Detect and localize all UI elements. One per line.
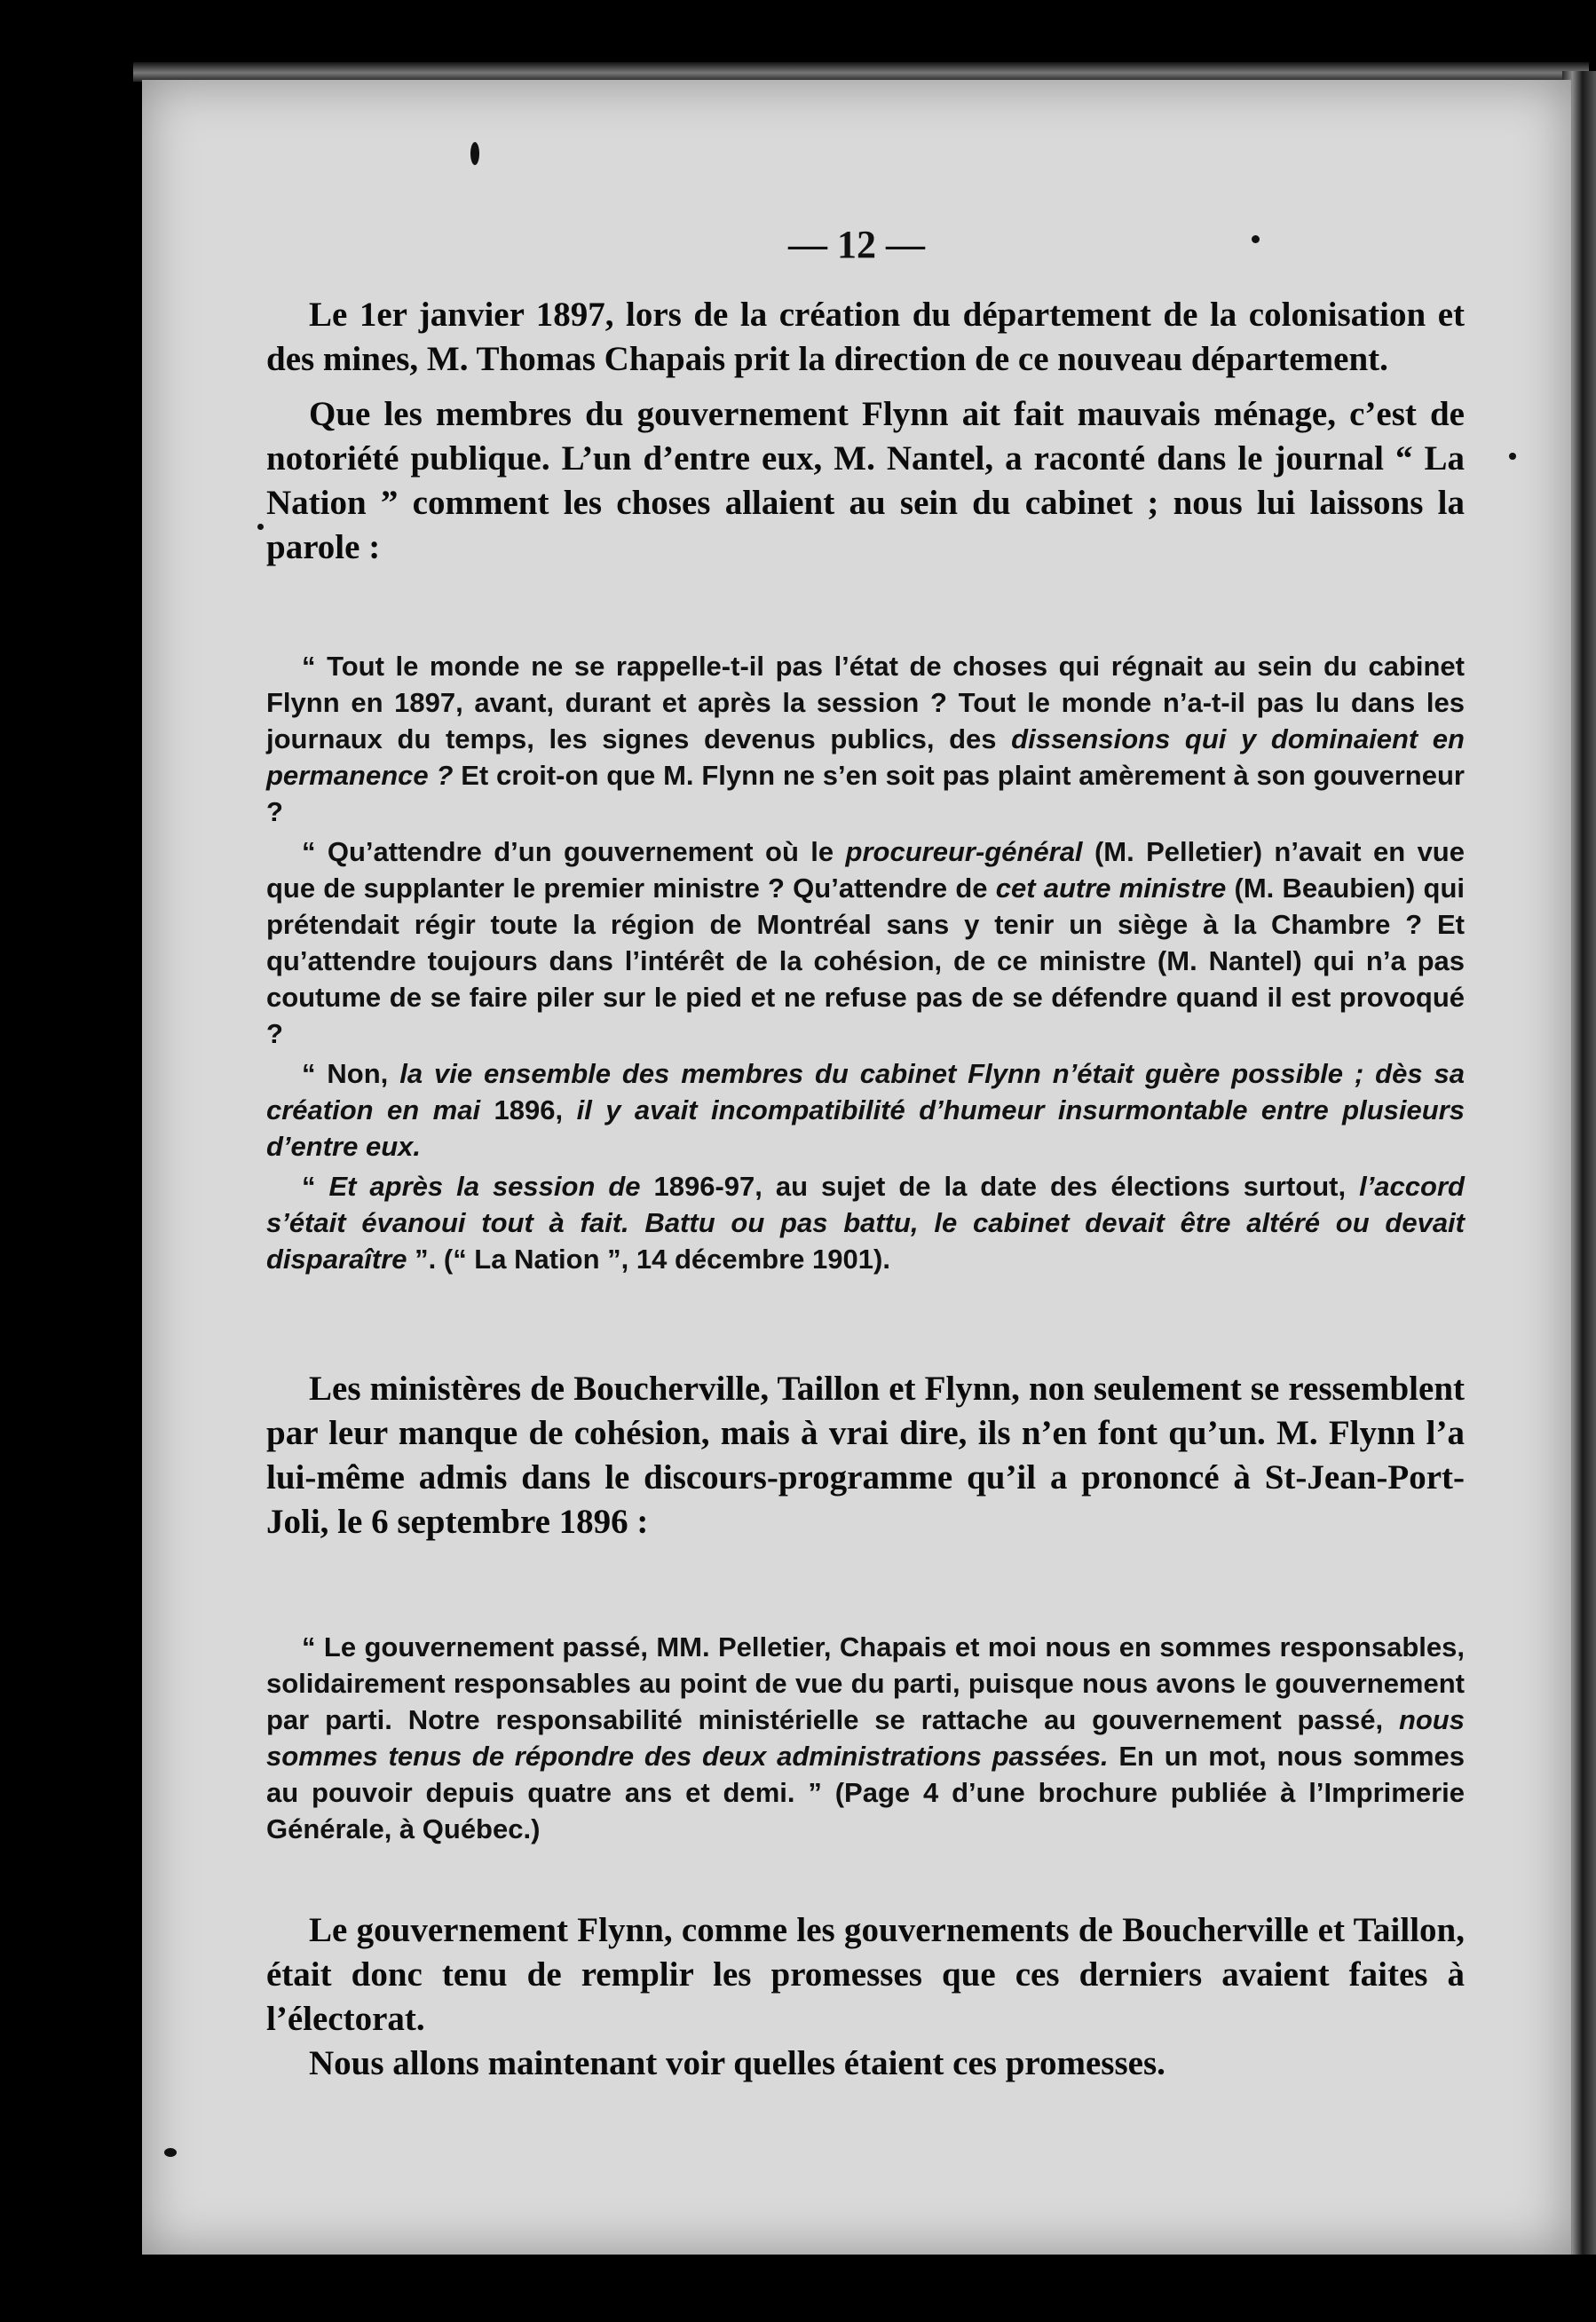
scan-speck <box>1509 453 1516 460</box>
quote-text: 1896-97, au sujet de la date des élections surtout, <box>653 1171 1347 1202</box>
quote-text: “ <box>302 1171 316 1202</box>
quote-italic: l’accord s’était évanoui tout à fait. Battu ou pas battu, le cabinet devait être altéré ou devait disparaître <box>266 1171 1465 1275</box>
bottom-paragraphs <box>266 1908 1465 2086</box>
quote-text: “ Tout le monde ne se rappelle-t-il pas l’état de choses qui régnait au sein du cabinet Flynn en 1897, avant, durant et après la session ? Tout le monde n’a-t-il pas lu dans les journaux du temps, les signes devenus publics, des <box>266 651 1465 754</box>
scan-speck <box>470 142 479 165</box>
quotation-flynn <box>266 1629 1465 1847</box>
paragraph: Le gouvernement Flynn, comme les gouvernements de Boucherville et Taillon, était donc tenu de remplir les promesses que ces derniers avaient faites à l’électorat. <box>266 1911 1465 2038</box>
middle-paragraph <box>266 1367 1465 1544</box>
quote-italic: dissensions qui y dominaient en permanence ? <box>266 723 1465 791</box>
quote-text: (M. Pelletier) n’avait en vue que de supplanter le premier ministre ? Qu’attendre de <box>266 836 1465 904</box>
page-number: — 12 — <box>788 223 925 266</box>
document-page <box>142 80 1571 2255</box>
paragraph: Que les membres du gouvernement Flynn ait fait mauvais ménage, c’est de notoriété publique. L’un d’entre eux, M. Nantel, a raconté dans le journal “ La Nation ” comment les choses allaient au sein du cabinet ; nous lui laissons la parole : <box>266 395 1465 566</box>
quote-text: ”. (“ La Nation ”, 14 décembre 1901). <box>415 1244 890 1275</box>
quote-text: Et croit-on que M. Flynn ne s’en soit pas plaint amèrement à son gouverneur ? <box>266 760 1465 827</box>
top-paragraphs <box>266 293 1465 570</box>
quote-text: (M. Beaubien) qui prétendait régir toute la région de Montréal sans y tenir un siège à la Chambre ? Et qu’attendre toujours dans l’intérêt de la cohésion, de ce ministre (M. Nantel) qui n’a pas coutume de se faire piler sur le pied et ne refuse pas de se défendre quand il est provoqué ? <box>266 873 1465 1049</box>
paragraph: Les ministères de Boucherville, Taillon et Flynn, non seulement se ressemblent par leur manque de cohésion, mais à vrai dire, ils n’en font qu’un. M. Flynn l’a lui-même admis dans le discours-programme qu’il a prononcé à St-Jean-Port-Joli, le 6 septembre 1896 : <box>266 1370 1465 1541</box>
scan-speck <box>257 524 264 530</box>
quote-text: “ Qu’attendre d’un gouvernement où le <box>302 836 834 867</box>
quote-italic: cet autre ministre <box>995 873 1227 904</box>
quote-paragraph <box>266 1055 1465 1165</box>
quote-italic: procureur-général <box>845 836 1083 867</box>
scan-speck <box>164 2148 177 2157</box>
page-top-edge <box>133 62 1589 82</box>
quotation-nantel <box>266 648 1465 1277</box>
quote-italic: nous sommes tenus de répondre des deux administrations passées. <box>266 1704 1465 1772</box>
quote-paragraph <box>266 1168 1465 1277</box>
quote-text: “ Non, <box>302 1058 389 1089</box>
quote-paragraph <box>266 648 1465 830</box>
paragraph: Nous allons maintenant voir quelles étaient ces promesses. <box>309 2044 1165 2082</box>
quote-paragraph <box>266 833 1465 1052</box>
paragraph: Le 1er janvier 1897, lors de la création du département de la colonisation et des mines, M. Thomas Chapais prit la direction de ce nouveau département. <box>266 296 1465 378</box>
quote-italic: il y avait incompatibilité d’humeur insurmontable entre plusieurs d’entre eux. <box>266 1094 1465 1162</box>
quote-text: “ Le gouvernement passé, MM. Pelletier, Chapais et moi nous en sommes responsables, solidairement responsables au point de vue du parti, puisque nous avons le gouvernement par parti. Notre responsabilité ministérielle se rattache au gouvernement passé, <box>266 1631 1465 1735</box>
quote-italic: la vie ensemble des membres du cabinet Flynn n’était guère possible ; dès sa création en mai <box>266 1058 1465 1125</box>
quote-text: En un mot, nous sommes au pouvoir depuis quatre ans et demi. ” (Page 4 d’une brochure publiée à l’Imprimerie Générale, à Québec.) <box>266 1741 1465 1844</box>
quote-paragraph <box>266 1629 1465 1847</box>
quote-text: 1896, <box>494 1094 564 1125</box>
quote-italic: Et après la session de <box>328 1171 641 1202</box>
